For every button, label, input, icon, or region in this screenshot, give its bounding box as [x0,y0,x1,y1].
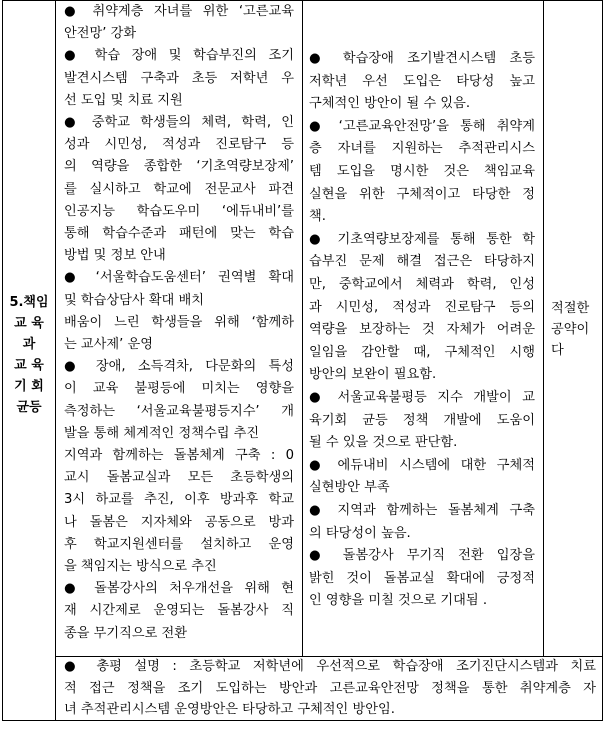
pledge-text-line: 는 교사제’ 운영 [64,337,154,352]
review-text-line: 책. [309,209,326,225]
review-text-line: 방안의 보완이 필요함. [309,367,437,383]
category-label-line: 과 [22,337,36,352]
pledge-text-line: 통해 학습수준과 패턴에 맞는 학습 [64,226,294,241]
pledge-text-line: 후 학교지원센터를 설치하고 운영 [64,536,294,552]
review-text-line: ● 지역과 함께하는 돌봄체계 구축 [309,503,535,518]
pledge-text-line: 를 실시하고 학교에 전문교사 파견 [64,181,294,197]
pledge-text-line: ● 장애, 소득격차, 다문화의 특성 [64,359,294,375]
pledge-text-line: ● 돌봄강사의 처우개선을 위해 현 [64,581,294,597]
review-text-line: 실현방안 부족 [309,480,390,496]
review-text-line: 밝힌 것이 돌봄교실 확대에 긍정적 [309,570,535,586]
review-text-line: 습부진 문제 해결 접근은 타당하지 [309,254,535,270]
pledge-text-line: 발견시스템 구축과 초등 저학년 우 [64,70,294,86]
summary-cell [56,657,602,721]
summary-text-line: 녀 추적관리시스템 운영방안은 타당하고 구체적인 방안임. [64,702,395,717]
pledge-text-line: ● 학습 장애 및 학습부진의 조기 [64,48,294,64]
pledge-text-line: 지역과 함께하는 돌봄체계 구축 : 0 [64,448,294,463]
review-text-line: 될 수 있을 것으로 판단함. [309,435,458,451]
pledge-text-line: 을 책임지는 방식으로 추진 [64,559,217,574]
review-text-line: ● 서울교육불평등 지수 개발이 교 [309,390,535,405]
review-text-line: ● 돌봄강사 무기직 전환 입장을 [309,548,535,564]
evaluation-cell [544,0,602,657]
summary-text-line: ● 총평 설명 : 초등학교 저학년에 우선적으로 학습장애 조기진단시스템과 치료 [64,659,596,674]
review-text-line: ● ‘고른교육안전망’을 통해 취약계 [309,118,535,134]
review-text-line: 육기회 균등 정책 개발에 도움이 [309,412,535,428]
pledge-text-line: 나 돌봄은 지자체와 공동으로 방과 [64,514,294,530]
category-label-line: 균등 [16,400,42,415]
pledge-text-line: 선 도입 및 치료 지원 [64,92,183,108]
pledge-text-line: 방법 및 정보 안내 [64,248,166,264]
pledge-text-line: 발을 통해 체계적인 정책수립 추진 [64,425,260,441]
category-label-line: 5.책임 [9,295,49,310]
review-text-line: 층 자녀를 지원하는 추적관리시스 [309,141,535,157]
pledge-text-line: 측정하는 ‘서울교육불평등지수’ 개 [64,403,294,419]
review-text-line: 구체적인 방안이 될 수 있음. [309,96,471,112]
evaluation-text-line: 적절한 [551,301,590,316]
review-text-line: ● 기초역량보장제를 통해 통한 학 [309,231,535,247]
review-text-line: 만, 중학교에서 체력과 학력, 인성 [309,277,535,292]
pledge-text-line: 인공지능 학습도우미 ‘에듀내비’를 [64,203,294,219]
pledge-text-line: 배움이 느린 학생들을 위해 ‘함께하 [64,314,294,330]
evaluation-text-line: 공약이 [551,322,590,337]
category-label-line: 기 회 [14,379,44,394]
pledge-text-line: 및 학습상담사 확대 배치 [64,292,204,308]
review-text-line: 인 영향을 미칠 것으로 기대됨 . [309,593,488,609]
summary-text-line: 적 접근 정책을 조기 도입하는 방안과 고른교육안전망 정책을 통한 취약계층 자 [64,680,596,696]
review-text-line: 역량을 보장하는 것 자체가 어려운 [309,322,535,338]
pledge-text-line: ● ‘서울학습도움센터’ 권역별 확대 [64,270,294,286]
pledge-text-line: 안전망’ 강화 [64,26,137,42]
pledge-text-line: 교시 돌봄교실과 모든 초등학생의 [64,470,294,486]
review-text-line: 템 도입을 명시한 것은 책임교육 [309,164,535,179]
review-text-line: 의 타당성이 높음. [309,525,411,541]
pledge-cell [56,0,302,657]
pledge-text-line: ● 취약계층 자녀를 위한 ‘고른교육 [64,4,294,19]
pledge-text-line: 이 교육 불평등에 미치는 영향을 [64,381,294,397]
pledge-text-line: 재 시간제로 운영되는 돌봄강사 직 [64,603,294,619]
evaluation-text-line: 다 [551,343,564,358]
pledge-text-line: 성과 시민성, 적성과 진로탐구 등 [64,137,294,153]
category-cell [3,0,55,721]
pledge-text-line: 의 역량을 종합한 ‘기초역량보장제’ [64,159,294,175]
pledge-text-line: ● 중학교 학생들의 체력, 학력, 인 [64,115,294,130]
pledge-text-line: 종을 무기직으로 전환 [64,625,188,641]
review-text-line: 저학년 우선 도입은 타당성 높고 [309,73,535,89]
review-cell [303,0,543,657]
pledge-text-line: 3시 하교를 추진, 이후 방과후 학교 [64,492,294,508]
category-label-line: 교 육 [14,358,44,373]
review-text-line: 과 시민성, 적성과 진로탐구 등의 [309,299,535,315]
review-text-line: 실현을 위한 구체적이고 타당한 정 [309,186,535,202]
review-text-line: ● 에듀내비 시스템에 대한 구체적 [309,457,535,473]
review-text-line: 일임을 감안할 때, 구체적인 시행 [309,344,535,360]
review-text-line: ● 학습장애 조기발견시스템 초등 [309,51,535,66]
category-label-line: 교 육 [14,316,44,331]
